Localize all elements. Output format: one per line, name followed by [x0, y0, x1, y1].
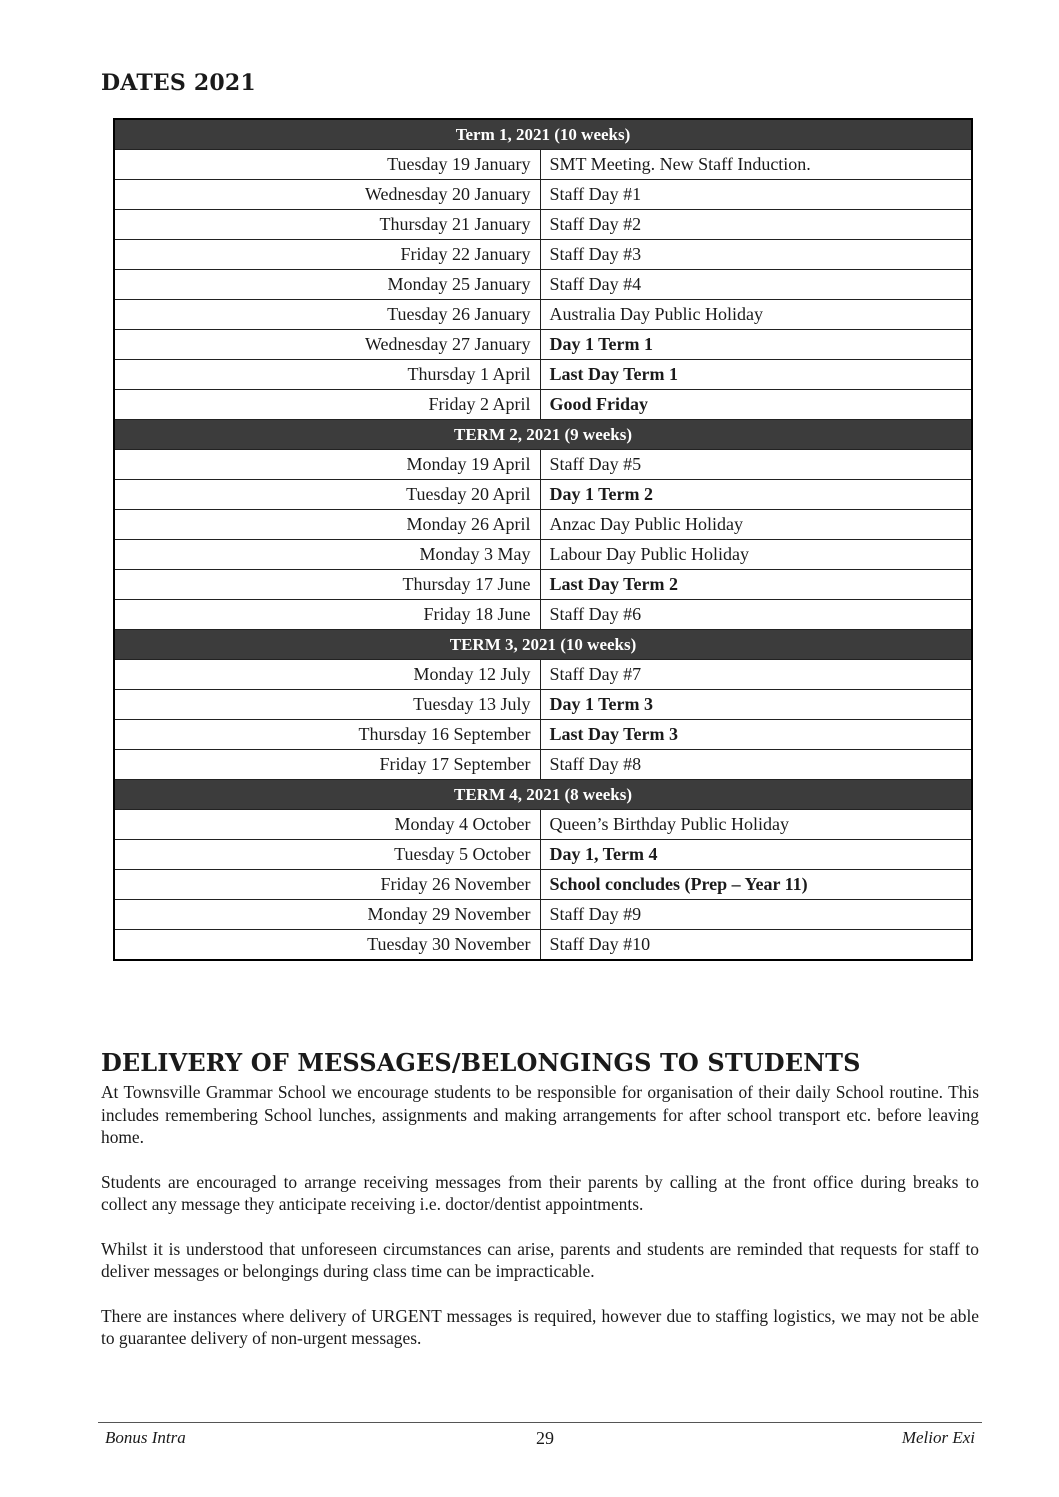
- table-row: [114, 870, 972, 900]
- table-row: [114, 390, 972, 420]
- date-cell: Friday 26 November: [114, 870, 540, 900]
- table-row: [114, 300, 972, 330]
- table-row: [114, 150, 972, 180]
- event-cell: Good Friday: [540, 390, 972, 420]
- term-header-row: [114, 119, 972, 150]
- event-cell: Staff Day #6: [540, 600, 972, 630]
- date-cell: Tuesday 26 January: [114, 300, 540, 330]
- table-row: [114, 660, 972, 690]
- table-row: [114, 270, 972, 300]
- table-row: [114, 690, 972, 720]
- footer-divider: [98, 1422, 982, 1423]
- term-header-row: [114, 630, 972, 660]
- event-cell: Staff Day #4: [540, 270, 972, 300]
- term-header-row: [114, 780, 972, 810]
- event-cell: Day 1 Term 1: [540, 330, 972, 360]
- date-cell: Monday 26 April: [114, 510, 540, 540]
- dates-heading: DATES 2021: [101, 70, 256, 96]
- delivery-paragraph: At Townsville Grammar School we encourage students to be responsible for organisation of their daily School routine. This includes remembering School lunches, assignments and making arrangements for after school transport etc. before leaving home.: [101, 1082, 979, 1147]
- table-row: [114, 480, 972, 510]
- date-cell: Monday 25 January: [114, 270, 540, 300]
- date-cell: Thursday 16 September: [114, 720, 540, 750]
- table-row: [114, 600, 972, 630]
- event-cell: Last Day Term 1: [540, 360, 972, 390]
- date-cell: Monday 29 November: [114, 900, 540, 930]
- date-cell: Monday 4 October: [114, 810, 540, 840]
- table-row: [114, 330, 972, 360]
- event-cell: Day 1, Term 4: [540, 840, 972, 870]
- event-cell: Day 1 Term 3: [540, 690, 972, 720]
- event-cell: SMT Meeting. New Staff Induction.: [540, 150, 972, 180]
- table-row: [114, 720, 972, 750]
- table-row: [114, 570, 972, 600]
- date-cell: Thursday 21 January: [114, 210, 540, 240]
- event-cell: Staff Day #5: [540, 450, 972, 480]
- event-cell: Staff Day #10: [540, 930, 972, 961]
- term-header: Term 1, 2021 (10 weeks): [114, 119, 972, 150]
- date-cell: Tuesday 30 November: [114, 930, 540, 961]
- table-row: [114, 540, 972, 570]
- footer-motto-left: Bonus Intra: [105, 1428, 186, 1447]
- delivery-paragraph: Students are encouraged to arrange receiving messages from their parents by calling at the front office during breaks to collect any message they anticipate receiving i.e. doctor/dentist appointments.: [101, 1171, 979, 1214]
- date-cell: Tuesday 13 July: [114, 690, 540, 720]
- date-cell: Monday 3 May: [114, 540, 540, 570]
- event-cell: Queen’s Birthday Public Holiday: [540, 810, 972, 840]
- term-header: TERM 3, 2021 (10 weeks): [114, 630, 972, 660]
- table-row: [114, 930, 972, 961]
- table-row: [114, 360, 972, 390]
- page-number: 29: [536, 1428, 554, 1448]
- table-row: [114, 750, 972, 780]
- table-row: [114, 180, 972, 210]
- event-cell: Staff Day #3: [540, 240, 972, 270]
- table-row: [114, 810, 972, 840]
- date-cell: Wednesday 20 January: [114, 180, 540, 210]
- date-cell: Monday 19 April: [114, 450, 540, 480]
- date-cell: Thursday 17 June: [114, 570, 540, 600]
- term-header-row: [114, 420, 972, 450]
- date-cell: Tuesday 20 April: [114, 480, 540, 510]
- event-cell: Day 1 Term 2: [540, 480, 972, 510]
- dates-table-body: [114, 119, 972, 960]
- event-cell: Staff Day #8: [540, 750, 972, 780]
- date-cell: Tuesday 19 January: [114, 150, 540, 180]
- date-cell: Wednesday 27 January: [114, 330, 540, 360]
- table-row: [114, 840, 972, 870]
- date-cell: Friday 2 April: [114, 390, 540, 420]
- table-row: [114, 450, 972, 480]
- date-cell: Friday 17 September: [114, 750, 540, 780]
- event-cell: Anzac Day Public Holiday: [540, 510, 972, 540]
- date-cell: Friday 22 January: [114, 240, 540, 270]
- date-cell: Monday 12 July: [114, 660, 540, 690]
- event-cell: Last Day Term 3: [540, 720, 972, 750]
- table-row: [114, 240, 972, 270]
- date-cell: Friday 18 June: [114, 600, 540, 630]
- dates-table: [113, 118, 973, 961]
- event-cell: Last Day Term 2: [540, 570, 972, 600]
- event-cell: Australia Day Public Holiday: [540, 300, 972, 330]
- event-cell: Staff Day #1: [540, 180, 972, 210]
- table-row: [114, 210, 972, 240]
- term-header: TERM 2, 2021 (9 weeks): [114, 420, 972, 450]
- delivery-paragraph: There are instances where delivery of URGENT messages is required, however due to staffing logistics, we may not be able to guarantee delivery of non-urgent messages.: [101, 1305, 979, 1348]
- delivery-heading: DELIVERY OF MESSAGES/BELONGINGS TO STUDENTS: [101, 1048, 861, 1077]
- event-cell: Staff Day #9: [540, 900, 972, 930]
- event-cell: Staff Day #7: [540, 660, 972, 690]
- footer-motto-right: Melior Exi: [901, 1428, 975, 1447]
- event-cell: School concludes (Prep – Year 11): [540, 870, 972, 900]
- date-cell: Tuesday 5 October: [114, 840, 540, 870]
- table-row: [114, 900, 972, 930]
- delivery-section: [101, 1048, 979, 1372]
- event-cell: Labour Day Public Holiday: [540, 540, 972, 570]
- delivery-paragraph: Whilst it is understood that unforeseen circumstances can arise, parents and students are reminded that requests for staff to deliver messages or belongings during class time can be impracticable.: [101, 1238, 979, 1281]
- table-row: [114, 510, 972, 540]
- date-cell: Thursday 1 April: [114, 360, 540, 390]
- term-header: TERM 4, 2021 (8 weeks): [114, 780, 972, 810]
- event-cell: Staff Day #2: [540, 210, 972, 240]
